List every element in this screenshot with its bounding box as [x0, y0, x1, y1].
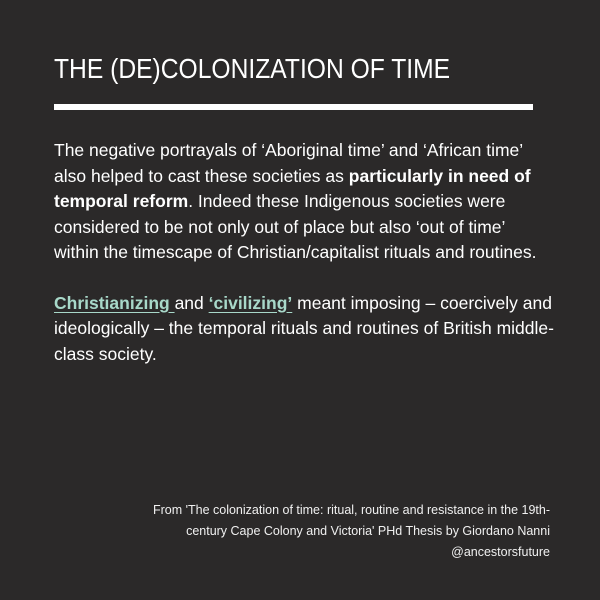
- citation-line-1: From 'The colonization of time: ritual, routine and resistance in the 19th-: [152, 503, 550, 517]
- paragraph-1-text-start: The negative portrayals of ‘Aboriginal time’ and ‘African time’ also helped to cast these societies as: [54, 140, 523, 186]
- citation-line-2: century Cape Colony and Victoria' PHd Thesis by Giordano Nanni: [186, 524, 550, 538]
- social-handle: @ancestorsfuture: [451, 545, 550, 559]
- paragraph-1: [54, 138, 554, 266]
- citation: [70, 500, 550, 563]
- paragraph-2-text-end: meant imposing – coercively and ideologically – the temporal rituals and routines of British middle-class society.: [54, 292, 554, 364]
- paragraph-2-connector: and: [174, 292, 209, 313]
- paragraph-2: [54, 291, 554, 368]
- link-christianizing[interactable]: Christianizing: [54, 292, 175, 313]
- paragraph-1-text-end: . Indeed these Indigenous societies were considered to be not only out of place but also ‘out of time’ within the timescape of Christian/capitalist rituals and routines.: [54, 191, 537, 262]
- page-title: THE (DE)COLONIZATION OF TIME: [54, 53, 451, 84]
- title-divider: [54, 104, 533, 110]
- link-civilizing[interactable]: ‘civilizing’: [208, 292, 293, 313]
- emphasis-temporal-reform: particularly in need of temporal reform: [54, 165, 531, 211]
- main-text: [54, 138, 554, 367]
